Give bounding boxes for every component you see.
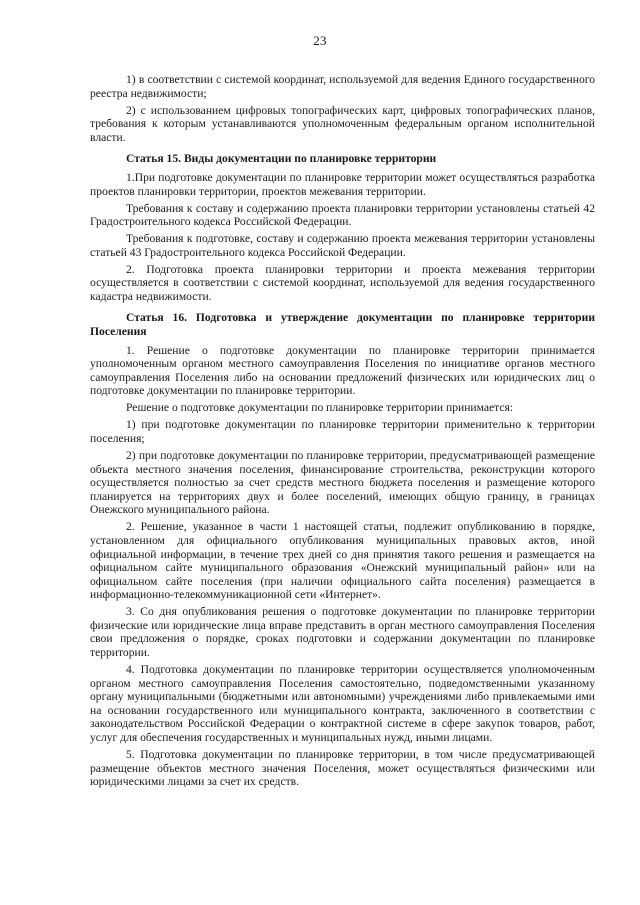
article-15-paragraph-3: Требования к подготовке, составу и содержанию проекта межевания территории установлены статьей 43 Градостроительного кодекса Российской Федерации. <box>90 232 595 259</box>
article-15-paragraph-1: 1.При подготовке документации по планировке территории может осуществляться разработка проектов планировки территории, проектов межевания территории. <box>90 170 595 198</box>
document-body <box>90 73 595 792</box>
article-16-heading: Статья 16. Подготовка и утверждение документации по планировке территории Поселения <box>90 311 595 339</box>
paragraph-coordinates-1: 1) в соответствии с системой координат, используемой для ведения Единого государственного реестра недвижимости; <box>90 73 595 100</box>
article-15-paragraph-4: 2. Подготовка проекта планировки территории и проекта межевания территории осуществляется в соответствии с системой координат, используемой для ведения государственного кадастра недвижимости. <box>90 262 595 303</box>
article-16-paragraph-5: 2. Решение, указанное в части 1 настоящей статьи, подлежит опубликованию в порядке, установленном для официального опубликования муниципальных правовых актов, иной официальной информации, в течение трех дней со дня принятия такого решения и размещается на официальном сайте муниципального образования «Онежский муниципальный район» или на официальном сайте поселения (при наличии официального сайта поселения) размещается в информационно-телекоммуникационной сети «Интернет». <box>90 520 595 602</box>
article-15-paragraph-2: Требования к составу и содержанию проекта планировки территории установлены статьей 42 Градостроительного кодекса Российской Федерации. <box>90 201 595 229</box>
article-16-paragraph-3: 1) при подготовке документации по планировке территории применительно к территории поселения; <box>90 418 595 445</box>
article-15-heading: Статья 15. Виды документации по планировке территории <box>126 152 437 166</box>
article-16-paragraph-7: 4. Подготовка документации по планировке территории осуществляется уполномоченным органом местного самоуправления Поселения самостоятельно, подведомственными указанному органу муниципальными (бюджетными или автономными) учреждениями либо привлекаемыми ими на основании государственного или муниципального контракта, заключенного в соответствии с законодательством Российской Федерации о контрактной системе в сфере закупок товаров, работ, услуг для обеспечения государственных и муниципальных нужд, иными лицами. <box>90 663 595 745</box>
article-16-paragraph-8: 5. Подготовка документации по планировке территории, в том числе предусматривающей размещение объектов местного значения Поселения, может осуществляться физическими или юридическими лицами за счет их средств. <box>90 748 595 789</box>
paragraph-coordinates-2: 2) с использованием цифровых топографических карт, цифровых топографических планов, требования к которым устанавливаются уполномоченным федеральным органом исполнительной власти. <box>90 103 595 144</box>
article-16-paragraph-6: 3. Со дня опубликования решения о подготовке документации по планировке территории физические или юридические лица вправе представить в орган местного самоуправления Поселения свои предложения о порядке, сроках подготовки и содержании документации по планировке территории. <box>90 605 595 660</box>
article-16-paragraph-1: 1. Решение о подготовке документации по планировке территории принимается уполномоченным органом местного самоуправления Поселения по инициативе органов местного самоуправления Поселения либо на основании предложений физических или юридических лиц о подготовке документации по планировке территории. <box>90 343 595 398</box>
page-number: 23 <box>313 33 327 48</box>
article-16-paragraph-4: 2) при подготовке документации по планировке территории, предусматривающей размещение объекта местного значения поселения, финансирование строительства, реконструкции которого осуществляется полностью за счет средств местного бюджета поселения и размещение которого планируется на территориях двух и более поселений, имеющих общую границу, в границах Онежского муниципального района. <box>90 448 595 517</box>
article-16-paragraph-2: Решение о подготовке документации по планировке территории принимается: <box>126 401 514 415</box>
